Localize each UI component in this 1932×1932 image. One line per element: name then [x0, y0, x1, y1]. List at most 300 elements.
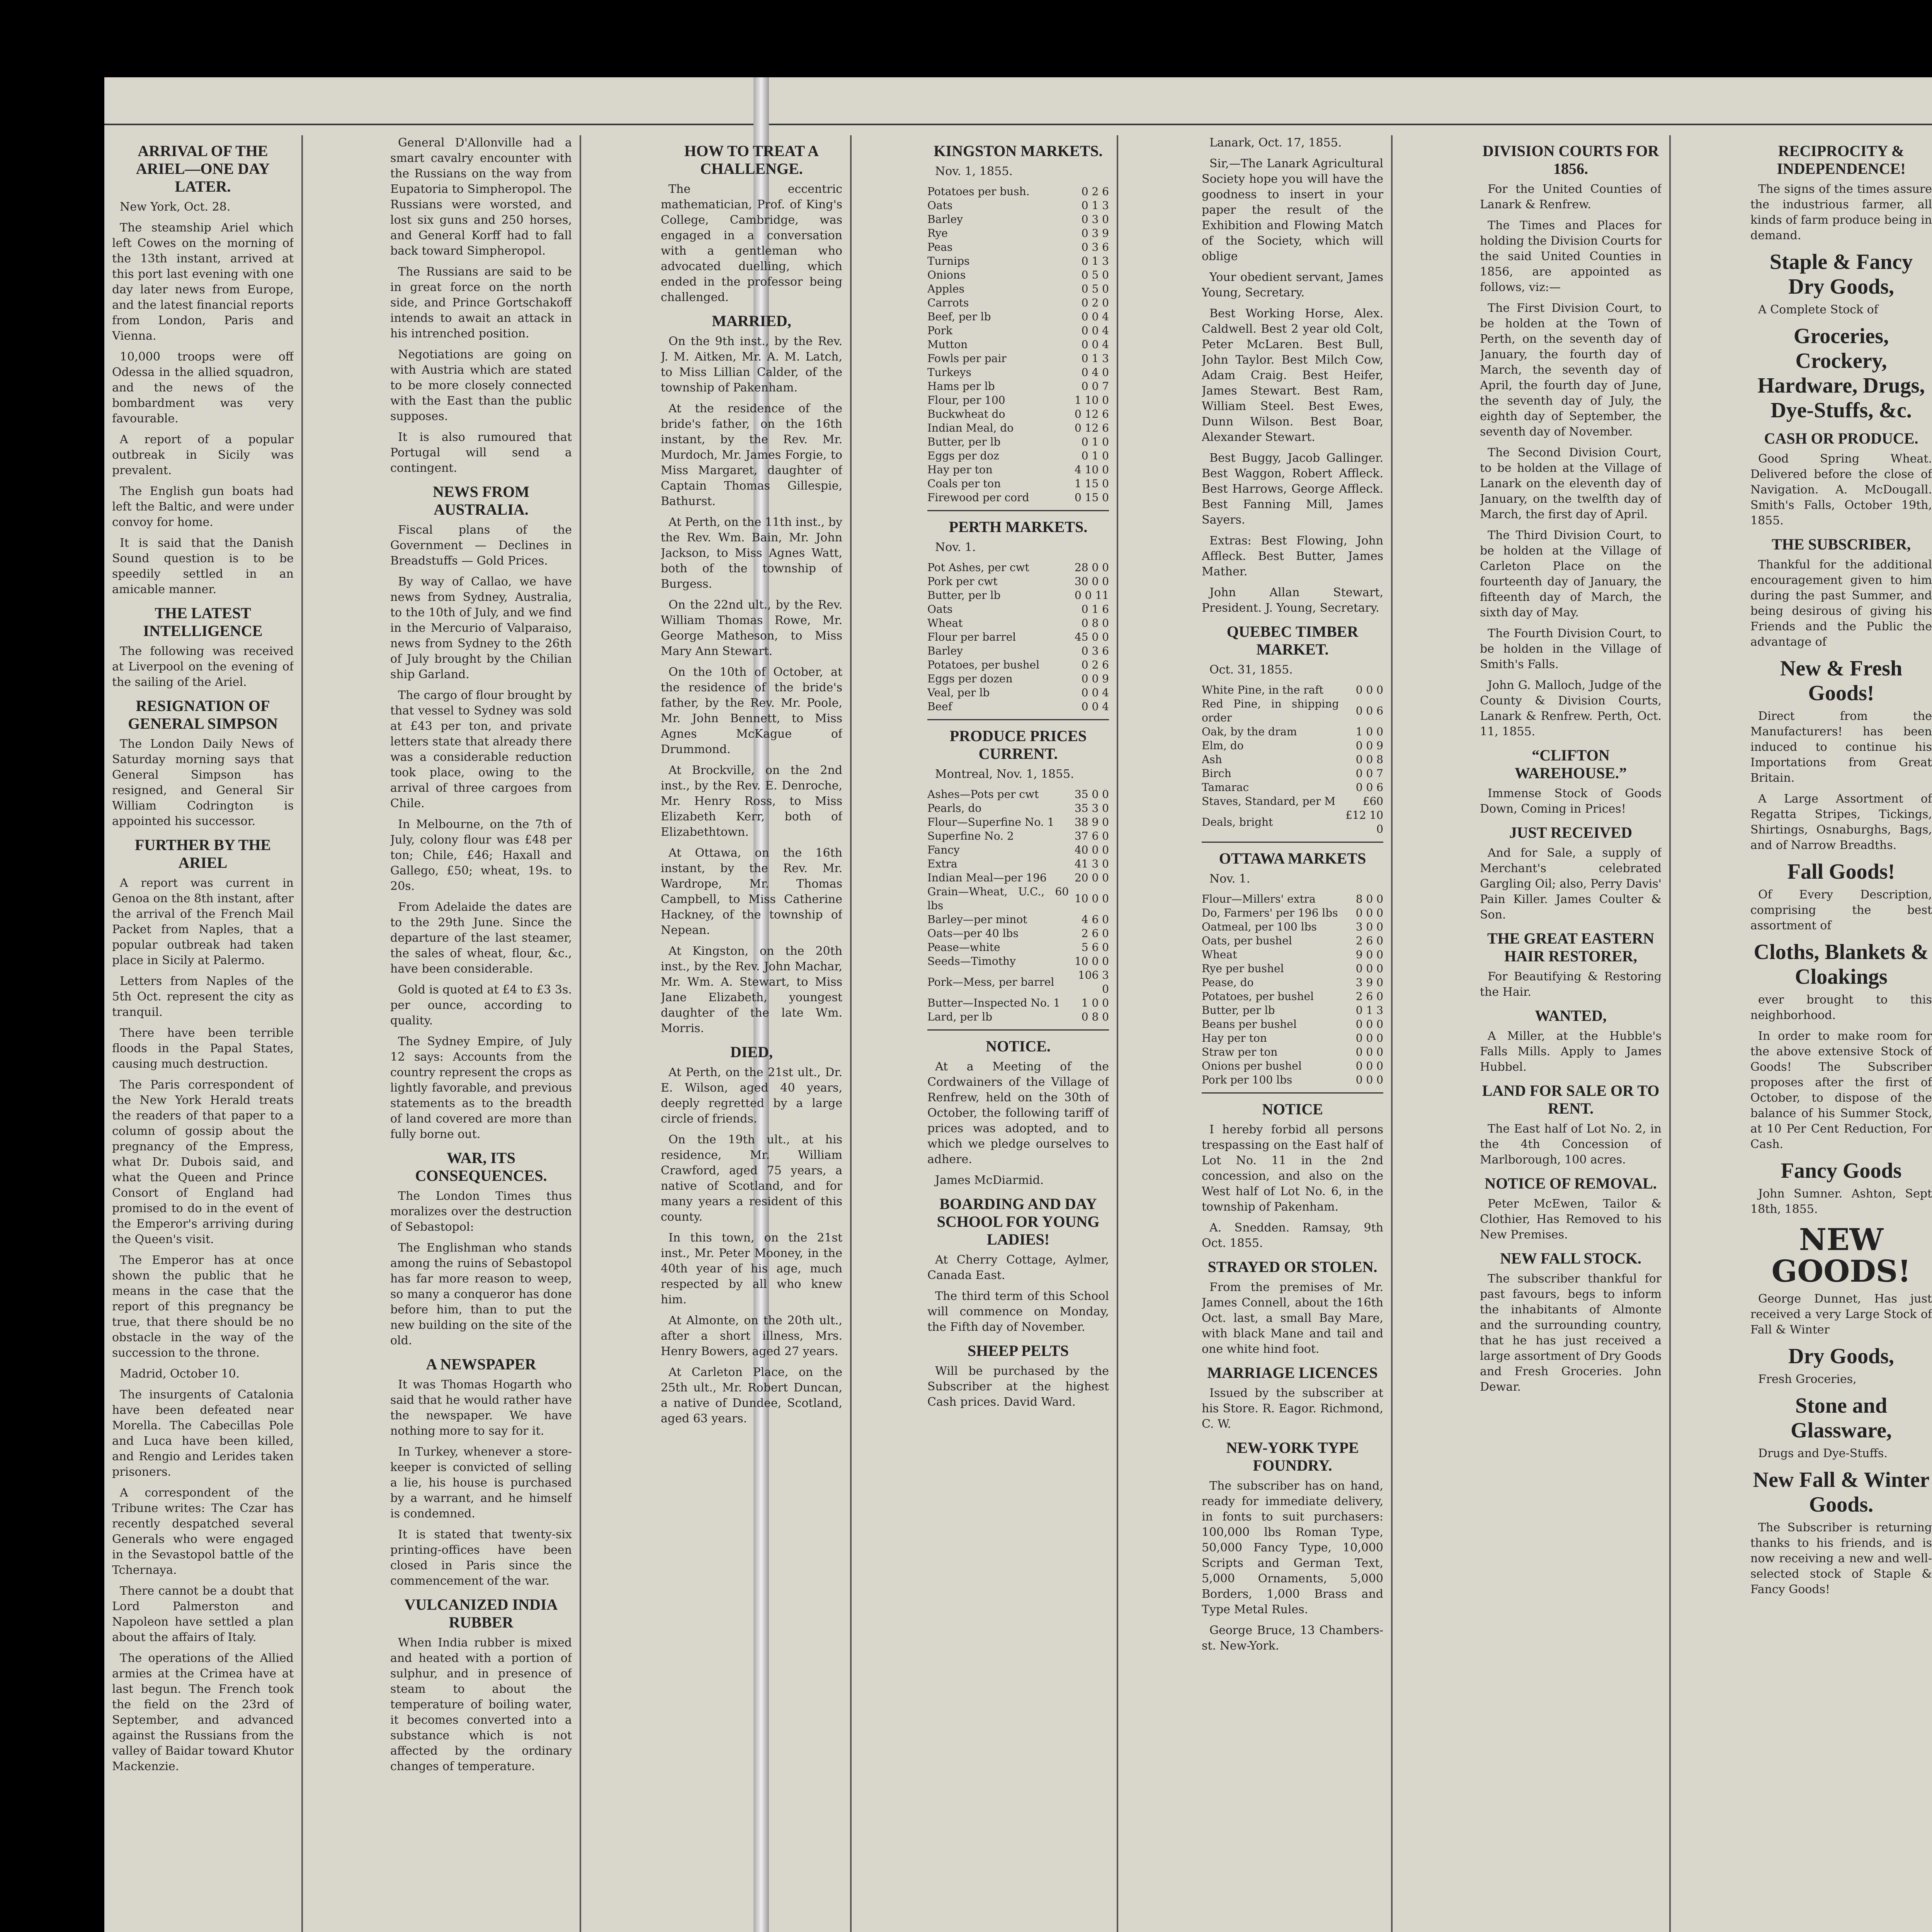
- advertisement-heading: Stone and Glassware,: [1791, 1394, 1892, 1442]
- advertisement-heading: New Fall & Winter Goods.: [1753, 1468, 1930, 1517]
- column-gutter-rule: [301, 135, 303, 1932]
- commodity-name: Extra: [927, 857, 957, 870]
- commodity-price: 9 0 0: [1355, 948, 1383, 961]
- commodity-name: Peas: [927, 241, 953, 253]
- commodity-price: 0 0 4: [1081, 338, 1109, 351]
- market-price-row: [927, 324, 1109, 338]
- article-paragraph: 10,000 troops were off Odessa in the allied squadron, and the news of the bombardment was very favourable.: [112, 350, 294, 425]
- commodity-price: 1 15 0: [1074, 477, 1109, 490]
- article-headline: NEW FALL STOCK.: [1500, 1250, 1641, 1267]
- column-gutter-rule: [1669, 135, 1671, 1932]
- commodity-price: 2 6 0: [1355, 934, 1383, 947]
- commodity-name: Oats—per 40 lbs: [927, 927, 1019, 940]
- article-paragraph: Nov. 1, 1855.: [935, 165, 1013, 178]
- commodity-price: 2 6 0: [1081, 927, 1109, 940]
- commodity-price: 0 8 0: [1081, 1010, 1109, 1023]
- article-paragraph: Lanark, Oct. 17, 1855.: [1209, 136, 1342, 150]
- article-headline: THE GREAT EASTERN HAIR RESTORER,: [1487, 930, 1654, 965]
- commodity-name: Turkeys: [927, 366, 971, 379]
- article-paragraph: Sir,—The Lanark Agricultural Society hope you will have the goodness to insert in your paper the result of the Exhibition and Flowing Match of the Society, which will oblige: [1202, 157, 1383, 263]
- advertisement-heading: New & Fresh Goods!: [1780, 656, 1903, 705]
- commodity-name: Flour, per 100: [927, 394, 1005, 406]
- market-price-row: [927, 913, 1109, 927]
- commodity-price: 0 0 4: [1081, 686, 1109, 699]
- market-price-row: [927, 968, 1109, 996]
- market-price-row: [927, 630, 1109, 644]
- commodity-price: 0 0 0: [1355, 1018, 1383, 1031]
- market-price-row: [1202, 1003, 1383, 1017]
- article-paragraph: Drugs and Dye-Stuffs.: [1758, 1447, 1888, 1460]
- article-headline: MARRIAGE LICENCES: [1207, 1364, 1378, 1381]
- article-paragraph: It is said that the Danish Sound question is to be speedily settled in an amicable manner.: [112, 536, 294, 596]
- article-paragraph: The London Daily News of Saturday morning says that General Simpson has resigned, and General Sir William Codrington is appointed his successor.: [112, 737, 294, 828]
- market-price-row: [927, 407, 1109, 421]
- article-paragraph: The Sydney Empire, of July 12 says: Accounts from the country represent the crops as lightly favorable, and previous statements as to the breadth of land covered are more than fully borne out.: [390, 1035, 572, 1141]
- article-paragraph: At a Meeting of the Cordwainers of the Village of Renfrew, held on the 30th of October, the following tariff of prices was adopted, and to which we pledge ourselves to adhere.: [927, 1060, 1109, 1166]
- article-paragraph: Immense Stock of Goods Down, Coming in Prices!: [1480, 787, 1662, 816]
- market-price-row: [927, 644, 1109, 658]
- commodity-price: 0 1 0: [1081, 449, 1109, 462]
- commodity-price: 0 12 6: [1074, 422, 1109, 434]
- commodity-name: Beef, per lb: [927, 310, 991, 323]
- commodity-price: 0 0 6: [1355, 781, 1383, 794]
- commodity-name: Oak, by the dram: [1202, 725, 1297, 738]
- article-headline: ARRIVAL OF THE ARIEL—ONE DAY LATER.: [136, 142, 270, 195]
- market-price-table: [927, 185, 1109, 505]
- article-paragraph: The London Times thus moralizes over the destruction of Sebastopol:: [390, 1189, 572, 1234]
- advertisement-heading: Dry Goods,: [1788, 1344, 1894, 1368]
- article-paragraph: At the residence of the bride's father, on the 16th instant, by the Rev. Mr. Murdoch, Mr. James Forgie, to Miss Margaret, daughter of Captain Thomas Gillespie, Bathurst.: [661, 402, 842, 508]
- article-paragraph: Thankful for the additional encouragement given to him during the past Summer, and being desirous of giving his Friends and the Public the advantage of: [1750, 558, 1932, 649]
- market-price-row: [1202, 976, 1383, 990]
- article-paragraph: The insurgents of Catalonia have been defeated near Morella. The Cabecillas Pole and Luca have been killed, and Rengio and Lerides taken prisoners.: [112, 1388, 294, 1479]
- article-headline: BOARDING AND DAY SCHOOL FOR YOUNG LADIES!: [937, 1195, 1100, 1248]
- commodity-name: Elm, do: [1202, 739, 1244, 752]
- article-headline: DIED,: [730, 1043, 773, 1061]
- commodity-price: 8 0 0: [1355, 893, 1383, 905]
- article-paragraph: The Second Division Court, to be holden at the Village of Lanark on the eleventh day of January, on the twelfth day of March, the first day of April.: [1480, 446, 1662, 521]
- commodity-price: 0 3 0: [1081, 213, 1109, 226]
- commodity-price: 0 0 0: [1355, 1060, 1383, 1072]
- article-paragraph: On the 19th ult., at his residence, Mr. William Crawford, aged 75 years, a native of Scotland, and for many years a resident of this county.: [661, 1133, 842, 1224]
- market-price-row: [927, 561, 1109, 575]
- commodity-price: 0 0 0: [1355, 1032, 1383, 1044]
- market-price-row: [927, 185, 1109, 199]
- commodity-price: 0 5 0: [1081, 269, 1109, 281]
- market-price-row: [1202, 808, 1383, 836]
- commodity-name: Fancy: [927, 844, 960, 856]
- commodity-price: 0 1 3: [1081, 352, 1109, 365]
- advertisement-heading: Groceries, Crockery, Hardware, Drugs, Dye-Stuffs, &c.: [1757, 324, 1925, 422]
- commodity-price: 0 12 6: [1074, 408, 1109, 420]
- article-paragraph: In order to make room for the above extensive Stock of Goods! The Subscriber proposes after the first of October, to dispose of the balance of his Summer Stock, at 10 Per Cent Reduction, For Cash.: [1750, 1029, 1932, 1151]
- article-headline: LAND FOR SALE OR TO RENT.: [1482, 1082, 1660, 1117]
- market-price-row: [927, 477, 1109, 491]
- commodity-name: Pork: [927, 324, 952, 337]
- market-price-row: [927, 588, 1109, 602]
- market-price-row: [927, 491, 1109, 505]
- article-paragraph: A report of a popular outbreak in Sicily was prevalent.: [112, 433, 294, 477]
- commodity-name: Turnips: [927, 255, 970, 267]
- commodity-price: 1 10 0: [1074, 394, 1109, 406]
- commodity-name: Potatoes, per bushel: [927, 658, 1040, 671]
- article-paragraph: George Bruce, 13 Chambers-st. New-York.: [1202, 1624, 1383, 1653]
- commodity-name: Flour per barrel: [927, 631, 1016, 643]
- commodity-name: Potatoes per bush.: [927, 185, 1030, 198]
- market-price-row: [927, 672, 1109, 686]
- article-paragraph: Madrid, October 10.: [120, 1367, 240, 1381]
- commodity-price: 0 0 9: [1081, 672, 1109, 685]
- market-price-row: [927, 871, 1109, 885]
- market-price-row: [1202, 892, 1383, 906]
- column-rule: [1202, 842, 1383, 843]
- article-paragraph: George Dunnet, Has just received a very Large Stock of Fall & Winter: [1750, 1292, 1932, 1337]
- article-headline: QUEBEC TIMBER MARKET.: [1226, 623, 1359, 658]
- commodity-name: Carrots: [927, 296, 969, 309]
- commodity-name: Superfine No. 2: [927, 830, 1014, 842]
- article-headline: WANTED,: [1535, 1007, 1607, 1024]
- market-price-row: [927, 885, 1109, 913]
- article-paragraph: It was Thomas Hogarth who said that he would rather have the newspaper. We have nothing more to say for it.: [390, 1378, 572, 1438]
- commodity-name: Ash: [1202, 753, 1222, 766]
- market-price-row: [927, 616, 1109, 630]
- commodity-name: Oats: [927, 603, 953, 616]
- article-headline: THE LATEST INTELLIGENCE: [143, 604, 263, 639]
- commodity-name: Indian Meal, do: [927, 422, 1014, 434]
- article-paragraph: Issued by the subscriber at his Store. R. Eagor. Richmond, C. W.: [1202, 1386, 1383, 1431]
- newspaper-page: [104, 77, 1932, 1932]
- commodity-name: Rye per bushel: [1202, 962, 1284, 975]
- commodity-name: Butter—Inspected No. 1: [927, 997, 1060, 1009]
- article-headline: FURTHER BY THE ARIEL: [135, 836, 271, 871]
- commodity-name: Pork per cwt: [927, 575, 998, 588]
- column-gutter-rule: [580, 135, 581, 1932]
- commodity-price: 5 6 0: [1081, 941, 1109, 954]
- newspaper-column: [1202, 135, 1383, 1932]
- commodity-name: Ashes—Pots per cwt: [927, 788, 1039, 801]
- article-paragraph: John Sumner. Ashton, Sept 18th, 1855.: [1750, 1187, 1932, 1216]
- commodity-price: 0 0 7: [1081, 380, 1109, 393]
- market-price-row: [927, 226, 1109, 240]
- commodity-price: 38 9 0: [1074, 816, 1109, 828]
- market-price-row: [927, 857, 1109, 871]
- commodity-price: 0 0 11: [1074, 589, 1109, 602]
- market-price-row: [927, 366, 1109, 379]
- market-price-row: [1202, 1059, 1383, 1073]
- article-paragraph: The Times and Places for holding the Division Courts for the said United Counties in 1856, are appointed as follows, viz:—: [1480, 219, 1662, 294]
- commodity-name: Flour—Millers' extra: [1202, 893, 1316, 905]
- article-headline: KINGSTON MARKETS.: [934, 142, 1103, 160]
- newspaper-column: [927, 135, 1109, 1932]
- market-price-row: [927, 379, 1109, 393]
- article-headline: RECIPROCITY & INDEPENDENCE!: [1777, 142, 1906, 177]
- commodity-price: 0 0 9: [1355, 739, 1383, 752]
- article-paragraph: The subscriber thankful for past favours, begs to inform the inhabitants of Almonte and the surrounding country, that he has just received a large assortment of Dry Goods and Fresh Groceries. John Dewar.: [1480, 1272, 1662, 1394]
- commodity-price: 0 3 6: [1081, 645, 1109, 657]
- article-paragraph: At Carleton Place, on the 25th ult., Mr. Robert Duncan, a native of Dundee, Scotland, aged 63 years.: [661, 1366, 842, 1425]
- market-price-row: [927, 602, 1109, 616]
- article-paragraph: The cargo of flour brought by that vessel to Sydney was sold at £43 per ton, and private letters state that already there was a considerable reduction took place, owing to the arrival of three cargoes from Chile.: [390, 689, 572, 810]
- article-paragraph: At Almonte, on the 20th ult., after a short illness, Mrs. Henry Bowers, aged 27 years.: [661, 1314, 842, 1358]
- article-headline: RESIGNATION OF GENERAL SIMPSON: [128, 697, 278, 732]
- article-paragraph: There cannot be a doubt that Lord Palmerston and Napoleon have settled a plan about the affairs of Italy.: [112, 1584, 294, 1644]
- advertisement-heading: Fancy Goods: [1781, 1159, 1902, 1183]
- market-price-row: [927, 393, 1109, 407]
- commodity-name: Straw per ton: [1202, 1046, 1278, 1058]
- commodity-name: Barley—per minot: [927, 913, 1027, 926]
- commodity-name: Coals per ton: [927, 477, 1001, 490]
- advertisement-heading: Staple & Fancy Dry Goods,: [1769, 250, 1913, 299]
- commodity-price: 0 0 8: [1355, 753, 1383, 766]
- article-headline: PRODUCE PRICES CURRENT.: [949, 727, 1087, 762]
- article-paragraph: I hereby forbid all persons trespassing on the East half of Lot No. 11 in the 2nd concession, and also on the West half of Lot No. 6, in the township of Pakenham.: [1202, 1123, 1383, 1214]
- market-price-row: [927, 1010, 1109, 1024]
- article-paragraph: The eccentric mathematician, Prof. of King's College, Cambridge, was engaged in a conversation with a gentleman who advocated duelling, which ended in the professor being challenged.: [661, 182, 842, 304]
- commodity-name: Red Pine, in shipping order: [1202, 697, 1339, 724]
- commodity-price: 0 8 0: [1081, 617, 1109, 629]
- article-headline: PERTH MARKETS.: [949, 518, 1088, 536]
- commodity-name: Hams per lb: [927, 380, 995, 393]
- commodity-name: Onions: [927, 269, 966, 281]
- article-paragraph: The First Division Court, to be holden at the Town of Perth, on the seventh day of January, the fourth day of March, the seventh day of April, the fourth day of June, the seventh day of July, the eighth day of September, the seventh day of November.: [1480, 301, 1662, 439]
- market-price-row: [927, 954, 1109, 968]
- commodity-price: 10 0 0: [1074, 955, 1109, 968]
- commodity-name: Flour—Superfine No. 1: [927, 816, 1054, 828]
- commodity-name: Deals, bright: [1202, 816, 1273, 828]
- article-paragraph: The Englishman who stands among the ruins of Sebastopol has far more reason to weep, so many a conqueror has done before him, than to put the new building on the site of the old.: [390, 1241, 572, 1347]
- market-price-row: [1202, 725, 1383, 739]
- article-headline: WAR, ITS CONSEQUENCES.: [415, 1149, 547, 1184]
- commodity-price: 35 3 0: [1074, 802, 1109, 815]
- article-paragraph: The Emperor has at once shown the public that he means in the case that the report of this pregnancy be true, that there should be no obstacle in the way of the succession to the throne.: [112, 1253, 294, 1360]
- commodity-name: White Pine, in the raft: [1202, 684, 1324, 696]
- commodity-name: Eggs per doz: [927, 449, 999, 462]
- commodity-name: Beef: [927, 700, 952, 713]
- commodity-price: 28 0 0: [1074, 561, 1109, 574]
- commodity-name: Barley: [927, 645, 963, 657]
- commodity-name: Oats, per bushel: [1202, 934, 1292, 947]
- commodity-price: £12 10 0: [1345, 809, 1383, 835]
- market-price-row: [1202, 1031, 1383, 1045]
- commodity-price: 0 0 4: [1081, 310, 1109, 323]
- market-price-row: [1202, 920, 1383, 934]
- advertisement-heading: Cloths, Blankets & Cloakings: [1753, 940, 1929, 989]
- market-price-table: [1202, 892, 1383, 1087]
- market-price-row: [927, 829, 1109, 843]
- commodity-name: Beans per bushel: [1202, 1018, 1297, 1031]
- commodity-name: Lard, per lb: [927, 1010, 993, 1023]
- article-paragraph: Peter McEwen, Tailor & Clothier, Has Removed to his New Premises.: [1480, 1197, 1662, 1242]
- commodity-name: Barley: [927, 213, 963, 226]
- article-paragraph: Gold is quoted at £4 to £3 3s. per ounce, according to quality.: [390, 983, 572, 1027]
- commodity-price: 0 0 0: [1355, 684, 1383, 696]
- article-headline: NOTICE OF REMOVAL.: [1485, 1175, 1657, 1192]
- article-paragraph: A Large Assortment of Regatta Stripes, Tickings, Shirtings, Osnaburghs, Bags, and of Narrow Breadths.: [1750, 792, 1932, 852]
- market-price-row: [1202, 1017, 1383, 1031]
- commodity-price: 3 9 0: [1355, 976, 1383, 989]
- commodity-price: 40 0 0: [1074, 844, 1109, 856]
- article-paragraph: At Perth, on the 21st ult., Dr. E. Wilson, aged 40 years, deeply regretted by a large circle of friends.: [661, 1066, 842, 1126]
- article-paragraph: James McDiarmid.: [935, 1173, 1044, 1187]
- market-price-row: [927, 254, 1109, 268]
- market-price-row: [927, 575, 1109, 588]
- commodity-name: Potatoes, per bushel: [1202, 990, 1314, 1003]
- commodity-price: 37 6 0: [1074, 830, 1109, 842]
- commodity-name: Pork per 100 lbs: [1202, 1073, 1293, 1086]
- article-paragraph: The Subscriber is returning thanks to his friends, and is now receiving a new and well-selected stock of Staple & Fancy Goods!: [1750, 1521, 1932, 1596]
- commodity-name: Mutton: [927, 338, 968, 351]
- article-paragraph: On the 9th inst., by the Rev. J. M. Aitken, Mr. A. M. Latch, to Miss Lillian Calder, of the township of Pakenham.: [661, 335, 842, 395]
- market-price-row: [927, 338, 1109, 352]
- commodity-name: Hay per ton: [1202, 1032, 1267, 1044]
- article-paragraph: At Brockville, on the 2nd inst., by the Rev. E. Denroche, Mr. Henry Ross, to Miss Elizabeth Kerr, both of Elizabethtown.: [661, 764, 842, 839]
- market-price-row: [1202, 934, 1383, 948]
- article-paragraph: Your obedient servant, James Young, Secretary.: [1202, 270, 1383, 299]
- market-price-row: [1202, 781, 1383, 794]
- article-paragraph: Fresh Groceries,: [1758, 1372, 1857, 1386]
- article-paragraph: Nov. 1.: [935, 541, 976, 554]
- market-price-row: [927, 199, 1109, 213]
- article-paragraph: When India rubber is mixed and heated with a portion of sulphur, and in presence of steam to about the temperature of boiling water, it becomes converted into a substance which is not affected by the ordinary changes of temperature.: [390, 1636, 572, 1773]
- market-price-row: [927, 213, 1109, 226]
- market-price-row: [927, 700, 1109, 714]
- article-headline: NEWS FROM AUSTRALIA.: [433, 483, 529, 518]
- commodity-name: Butter, per lb: [1202, 1004, 1275, 1017]
- commodity-price: 20 0 0: [1074, 871, 1109, 884]
- commodity-price: 1 0 0: [1355, 725, 1383, 738]
- article-headline: “CLIFTON WAREHOUSE.”: [1514, 747, 1627, 782]
- market-price-row: [927, 449, 1109, 463]
- column-rule: [927, 510, 1109, 511]
- article-paragraph: At Kingston, on the 20th inst., by the Rev. John Machar, Mr. Wm. A. Stewart, to Miss Jane Elizabeth, youngest daughter of the late Wm. Morris.: [661, 944, 842, 1035]
- article-paragraph: Letters from Naples of the 5th Oct. represent the city as tranquil.: [112, 975, 294, 1019]
- article-headline: OTTAWA MARKETS: [1219, 850, 1366, 867]
- commodity-name: Tamarac: [1202, 781, 1249, 794]
- article-headline: JUST RECEIVED: [1509, 824, 1633, 841]
- commodity-name: Fowls per pair: [927, 352, 1007, 365]
- article-paragraph: Oct. 31, 1855.: [1209, 663, 1293, 677]
- commodity-name: Eggs per dozen: [927, 672, 1013, 685]
- newspaper-column: [1750, 135, 1932, 1932]
- market-price-row: [927, 463, 1109, 477]
- commodity-name: Birch: [1202, 767, 1231, 780]
- commodity-price: 41 3 0: [1074, 857, 1109, 870]
- article-paragraph: And for Sale, a supply of Merchant's celebrated Gargling Oil; also, Perry Davis' Pain Killer. James Coulter & Son.: [1480, 846, 1662, 922]
- commodity-name: Pork—Mess, per barrel: [927, 976, 1054, 988]
- column-gutter-rule: [1391, 135, 1393, 1932]
- commodity-name: Veal, per lb: [927, 686, 990, 699]
- commodity-price: 0 1 3: [1355, 1004, 1383, 1017]
- article-paragraph: The East half of Lot No. 2, in the 4th Concession of Marlborough, 100 acres.: [1480, 1122, 1662, 1167]
- commodity-name: Seeds—Timothy: [927, 955, 1016, 968]
- advertisement-banner: NEW GOODS!: [1771, 1222, 1911, 1289]
- market-price-table: [1202, 683, 1383, 836]
- article-headline: NEW-YORK TYPE FOUNDRY.: [1226, 1439, 1359, 1474]
- article-paragraph: At Perth, on the 11th inst., by the Rev. Wm. Bain, Mr. John Jackson, to Miss Agnes Watt, both of the township of Burgess.: [661, 515, 842, 591]
- article-paragraph: The Third Division Court, to be holden at the Village of Carleton Place on the fourteenth day of January, the fifteenth day of March, the sixth day of May.: [1480, 529, 1662, 619]
- article-headline: THE SUBSCRIBER,: [1771, 536, 1911, 553]
- commodity-name: Staves, Standard, per M: [1202, 795, 1336, 808]
- article-headline: NOTICE.: [986, 1037, 1051, 1055]
- market-price-row: [1202, 948, 1383, 962]
- market-price-row: [1202, 683, 1383, 697]
- market-price-row: [927, 787, 1109, 801]
- commodity-price: 0 15 0: [1074, 491, 1109, 504]
- article-paragraph: From Adelaide the dates are to the 29th June. Since the departure of the last steamer, the sales of wheat, flour, &c., have been considerable.: [390, 900, 572, 976]
- column-rule: [927, 719, 1109, 720]
- commodity-price: 0 2 6: [1081, 658, 1109, 671]
- article-paragraph: Extras: Best Flowing, John Affleck. Best Butter, James Mather.: [1202, 534, 1383, 578]
- commodity-name: Apples: [927, 282, 964, 295]
- article-paragraph: Negotiations are going on with Austria which are stated to be more closely connected with the East than the public supposes.: [390, 348, 572, 423]
- article-paragraph: It is stated that twenty-six printing-offices have been closed in Paris since the commencement of the war.: [390, 1528, 572, 1588]
- commodity-name: Wheat: [1202, 948, 1237, 961]
- article-paragraph: A. Snedden. Ramsay, 9th Oct. 1855.: [1202, 1221, 1383, 1250]
- market-price-row: [1202, 962, 1383, 976]
- commodity-price: 30 0 0: [1074, 575, 1109, 588]
- article-paragraph: On the 22nd ult., by the Rev. William Thomas Rowe, Mr. George Matheson, to Miss Mary Ann Stewart.: [661, 598, 842, 658]
- market-price-row: [927, 268, 1109, 282]
- commodity-price: 35 0 0: [1074, 788, 1109, 801]
- article-paragraph: For the United Counties of Lanark & Renfrew.: [1480, 182, 1662, 211]
- market-price-row: [927, 927, 1109, 940]
- market-price-row: [927, 815, 1109, 829]
- advertisement-heading: Fall Goods!: [1787, 860, 1895, 884]
- article-paragraph: At Ottawa, on the 16th instant, by the Rev. Mr. Wardrope, Mr. Thomas Campbell, to Miss Catherine Hackney, of the township of Nepean.: [661, 846, 842, 937]
- market-price-row: [927, 421, 1109, 435]
- commodity-price: 1 0 0: [1081, 997, 1109, 1009]
- article-paragraph: Montreal, Nov. 1, 1855.: [935, 767, 1074, 781]
- article-paragraph: It is also rumoured that Portugal will send a contingent.: [390, 430, 572, 475]
- market-price-row: [927, 940, 1109, 954]
- article-paragraph: In Turkey, whenever a store-keeper is convicted of selling a lie, his house is purchased by a warrant, and he himself is condemned.: [390, 1445, 572, 1520]
- article-paragraph: There have been terrible floods in the Papal States, causing much destruction.: [112, 1026, 294, 1071]
- commodity-price: 0 0 0: [1355, 1046, 1383, 1058]
- article-paragraph: A report was current in Genoa on the 8th instant, after the arrival of the French Mail Packet from Naples, that a popular outbreak had taken place in Sicily at Palermo.: [112, 876, 294, 967]
- article-paragraph: The signs of the times assure the industrious farmer, all kinds of farm produce being in demand.: [1750, 182, 1932, 242]
- article-paragraph: Direct from the Manufacturers! has been induced to continue his Importations from Great Britain.: [1750, 709, 1932, 785]
- article-paragraph: Good Spring Wheat. Delivered before the close of Navigation. A. McDougall. Smith's Falls, October 19th, 1855.: [1750, 452, 1932, 527]
- commodity-price: 0 1 3: [1081, 199, 1109, 212]
- commodity-price: 4 6 0: [1081, 913, 1109, 926]
- market-price-row: [1202, 1045, 1383, 1059]
- commodity-price: 106 3 0: [1078, 969, 1109, 995]
- newspaper-column: [390, 135, 572, 1932]
- article-paragraph: John G. Malloch, Judge of the County & Division Courts, Lanark & Renfrew. Perth, Oct. 11, 1855.: [1480, 679, 1662, 738]
- commodity-price: 3 0 0: [1355, 920, 1383, 933]
- commodity-name: Wheat: [927, 617, 963, 629]
- column-gutter-rule: [850, 135, 852, 1932]
- article-paragraph: New York, Oct. 28.: [120, 200, 231, 214]
- market-price-row: [927, 435, 1109, 449]
- column-rule: [1202, 1092, 1383, 1094]
- article-headline: CASH OR PRODUCE.: [1764, 430, 1918, 447]
- article-headline: STRAYED OR STOLEN.: [1208, 1258, 1378, 1276]
- market-price-row: [1202, 906, 1383, 920]
- article-paragraph: The operations of the Allied armies at the Crimea have at last begun. The French took the field on the 23rd of September, and advanced against the Russians from the valley of Baidar toward Khutor Mackenzie.: [112, 1651, 294, 1773]
- article-paragraph: Best Working Horse, Alex. Caldwell. Best 2 year old Colt, Peter McLaren. Best Bull, John Taylor. Best Milch Cow, Adam Craig. Best Heifer, James Stewart. Best Ram, William Steel. Best Ewes, Dunn Wilson. Best Boar, Alexander Stewart.: [1202, 307, 1383, 444]
- commodity-name: Grain—Wheat, U.C., 60 lbs: [927, 885, 1069, 912]
- article-paragraph: The following was received at Liverpool on the evening of the sailing of the Ariel.: [112, 645, 294, 689]
- article-paragraph: The Fourth Division Court, to be holden in the Village of Smith's Falls.: [1480, 627, 1662, 671]
- market-price-row: [927, 801, 1109, 815]
- article-headline: VULCANIZED INDIA RUBBER: [404, 1596, 558, 1631]
- commodity-price: 0 1 6: [1081, 603, 1109, 616]
- market-price-row: [927, 686, 1109, 700]
- article-paragraph: By way of Callao, we have news from Sydney, Australia, to the 10th of July, and we find in the Mercurio of Valparaiso, news from Sydney to the 26th of July brought by the Chilian ship Garland.: [390, 575, 572, 681]
- market-price-row: [1202, 767, 1383, 781]
- article-paragraph: Fiscal plans of the Government — Declines in Breadstuffs — Gold Prices.: [390, 523, 572, 568]
